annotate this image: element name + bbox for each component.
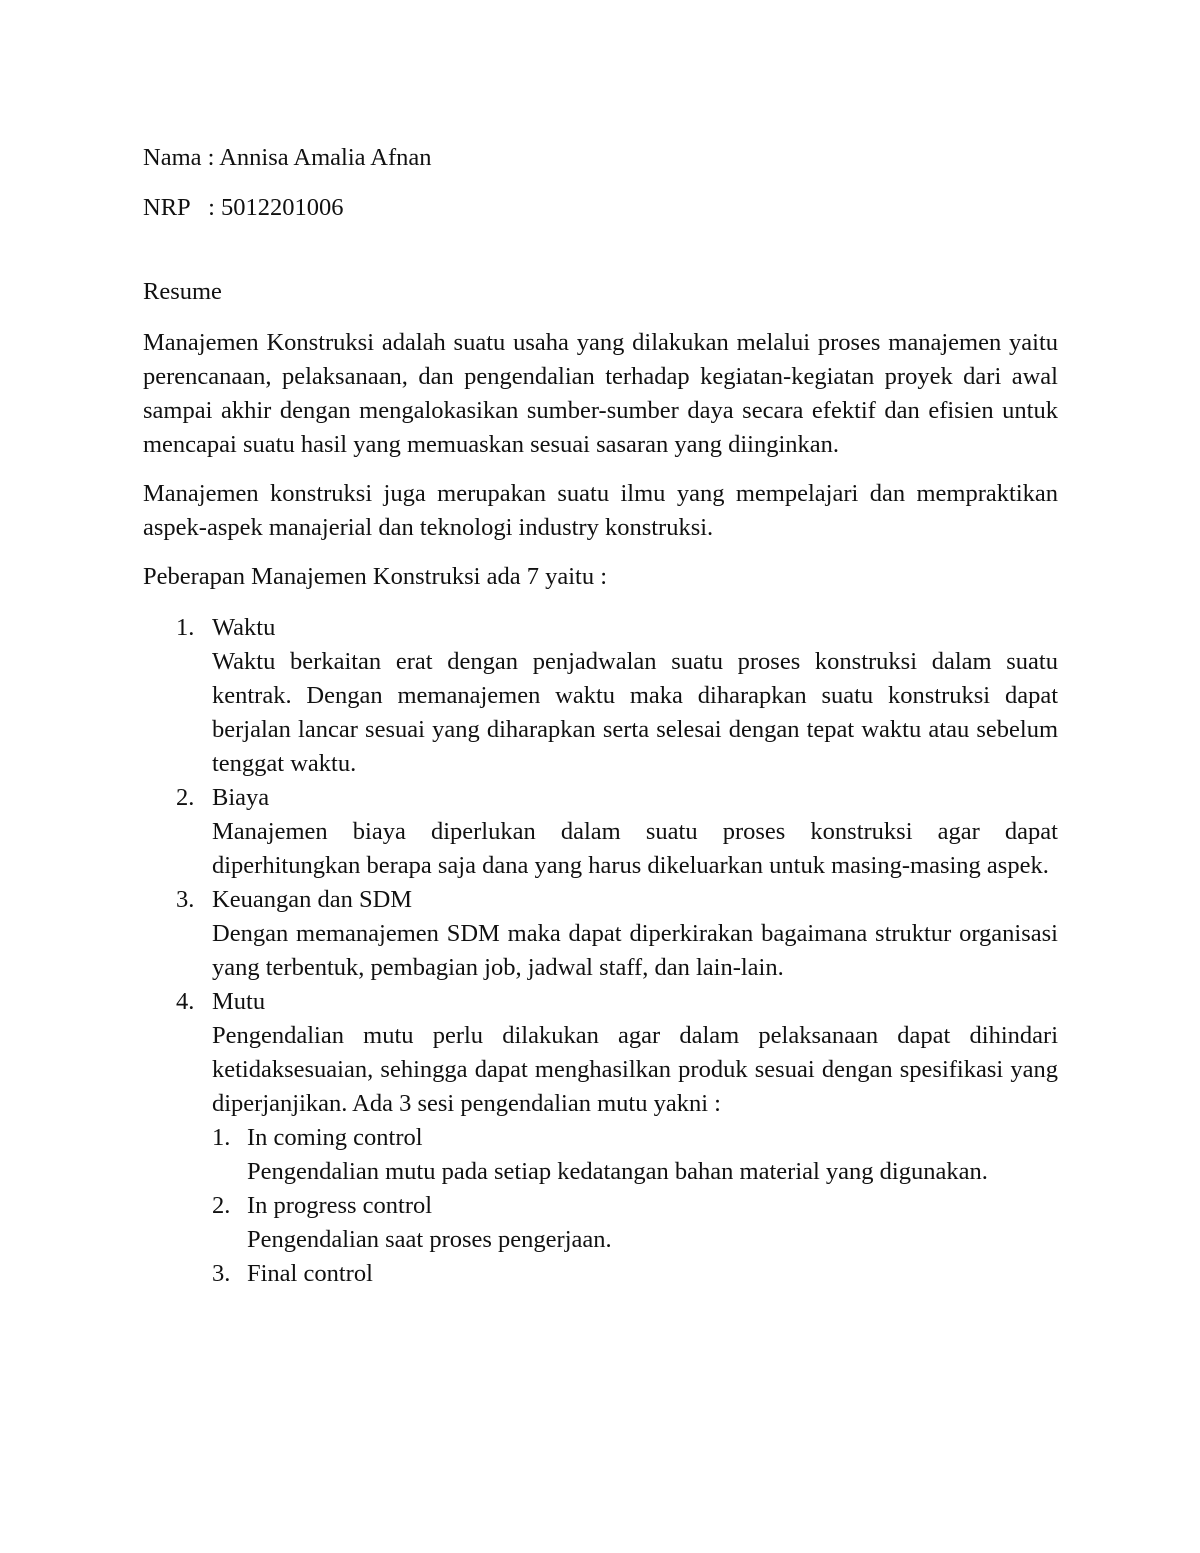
document-page bbox=[143, 141, 1058, 1291]
sublist-number: 2. bbox=[212, 1192, 231, 1219]
sublist-item-title: In progress control bbox=[247, 1192, 433, 1219]
list-item-waktu bbox=[143, 611, 1058, 781]
list-item-description: Waktu berkaitan erat dengan penjadwalan suatu proses konstruksi dalam suatu kentrak. Dengan memanajemen waktu maka diharapkan suatu konstruksi dapat berjalan lancar sesuai yang diharapkan serta selesai dengan tepat waktu atau sebelum tenggat waktu. bbox=[212, 648, 1058, 777]
list-item-title: Biaya bbox=[212, 784, 270, 811]
sublist-item-final-control bbox=[212, 1257, 1058, 1291]
quality-control-sublist bbox=[212, 1121, 1058, 1291]
list-item-description: Pengendalian mutu perlu dilakukan agar dalam pelaksanaan dapat dihindari ketidaksesuaian, sehingga dapat menghasilkan produk sesuai dengan spesifikasi yang diperjanjikan. Ada 3 sesi pengendalian mutu yakni : bbox=[212, 1022, 1058, 1117]
list-item-mutu bbox=[143, 985, 1058, 1291]
list-item-description: Dengan memanajemen SDM maka dapat diperkirakan bagaimana struktur organisasi yang terbentuk, pembagian job, jadwal staff, dan lain-lain. bbox=[212, 920, 1058, 981]
paragraph-science: Manajemen konstruksi juga merupakan suatu ilmu yang mempelajari dan mempraktikan aspek-aspek manajerial dan teknologi industry konstruksi. bbox=[143, 480, 1058, 541]
management-aspects-list bbox=[143, 611, 1058, 1291]
list-number: 4. bbox=[176, 988, 195, 1015]
sublist-number: 3. bbox=[212, 1260, 231, 1287]
sublist-item-incoming-control bbox=[212, 1121, 1058, 1189]
student-name: Nama : Annisa Amalia Afnan bbox=[143, 144, 432, 171]
sublist-item-description: Pengendalian mutu pada setiap kedatangan bahan material yang digunakan. bbox=[247, 1158, 988, 1185]
sublist-number: 1. bbox=[212, 1124, 231, 1151]
list-intro: Peberapan Manajemen Konstruksi ada 7 yaitu : bbox=[143, 563, 608, 590]
spacer bbox=[143, 225, 1058, 275]
list-number: 3. bbox=[176, 886, 195, 913]
list-number: 2. bbox=[176, 784, 195, 811]
list-item-title: Waktu bbox=[212, 614, 276, 641]
list-item-keuangan-sdm bbox=[143, 883, 1058, 985]
sublist-item-description: Pengendalian saat proses pengerjaan. bbox=[247, 1226, 612, 1253]
sublist-item-title: In coming control bbox=[247, 1124, 423, 1151]
list-item-title: Keuangan dan SDM bbox=[212, 886, 413, 913]
student-nrp: NRP : 5012201006 bbox=[143, 194, 344, 221]
list-item-title: Mutu bbox=[212, 988, 266, 1015]
list-number: 1. bbox=[176, 614, 195, 641]
list-item-description: Manajemen biaya diperlukan dalam suatu proses konstruksi agar dapat diperhitungkan berapa saja dana yang harus dikeluarkan untuk masing-masing aspek. bbox=[212, 818, 1058, 879]
sublist-item-title: Final control bbox=[247, 1260, 373, 1287]
list-item-biaya bbox=[143, 781, 1058, 883]
paragraph-definition: Manajemen Konstruksi adalah suatu usaha yang dilakukan melalui proses manajemen yaitu perencanaan, pelaksanaan, dan pengendalian terhadap kegiatan-kegiatan proyek dari awal sampai akhir dengan mengalokasikan sumber-sumber daya secara efektif dan efisien untuk mencapai suatu hasil yang memuaskan sesuai sasaran yang diinginkan. bbox=[143, 329, 1058, 458]
document-title: Resume bbox=[143, 278, 222, 305]
sublist-item-inprogress-control bbox=[212, 1189, 1058, 1257]
